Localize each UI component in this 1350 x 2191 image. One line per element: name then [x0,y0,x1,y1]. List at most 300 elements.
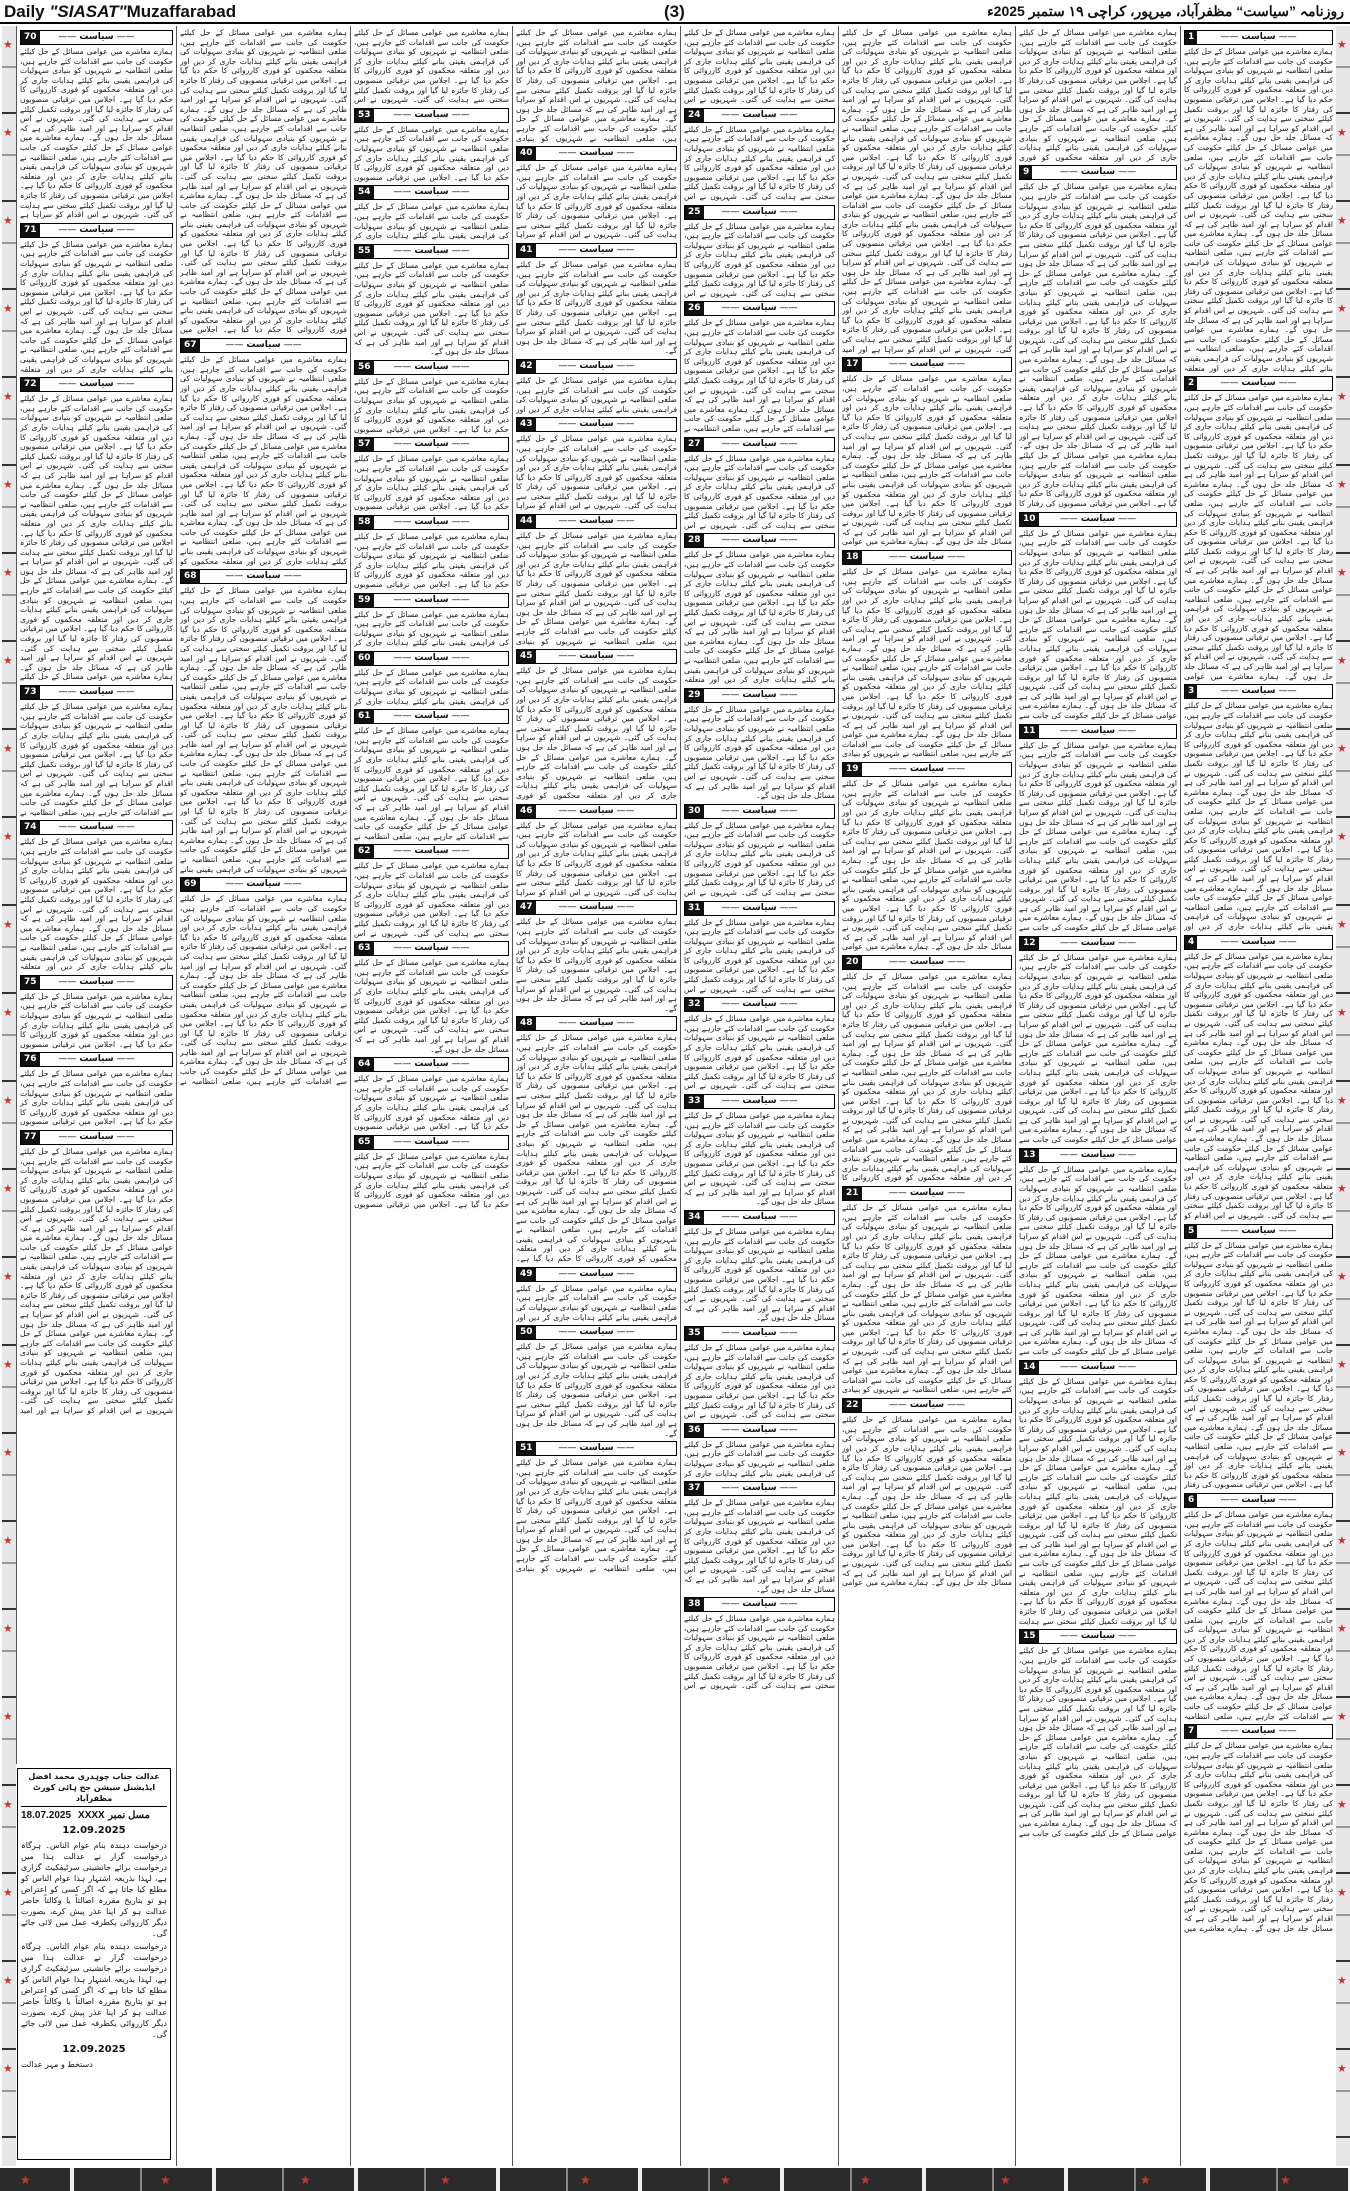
news-item-body: ہمارے معاشرے میں عوامی مسائل کے حل کیلئے حکومت کی جانب سے اقدامات کئے جارہے ہیں، ضلعی انتظامیہ نے شہریوں کو بنیادی سہولیات کی فراہمی یقینی بنانے کیلئے ہدایات جاری کر دیں اور متعلقہ محکموں کو فوری کارروائی کا حکم دیا گیا ہے۔ اجلاس میں ترقیاتی منصوبوں کی رفتار کا جائزہ لیا گیا اور بروقت تکمیل کیلئے سختی سے ہدایت کی گئی۔ شہریوں نے اس اقدام کو سراہا ہے اور امید ظاہر کی ہے کہ مسائل جلد حل ہوں گے۔ ہمارے معاشرے میں عوامی مسائل کے حل کیلئے حکومت کی جانب سے اقدامات کئے جارہے ہیں، ضلعی انتظامیہ نے شہریوں کو بنیادی سہولیات کی فراہمی یقینی بنانے کیلئے ہدایات جاری کر دیں اور متعلقہ محکموں کو فوری کارروائی کا حکم دیا گیا ہے۔ اجلاس میں ترقیاتی منصوبوں کی رفتار کا جائزہ لیا گیا اور بروقت تکمیل کیلئے سختی سے ہدایت کی گئی۔ شہریوں نے اس اقدام کو سراہا ہے اور امید ظاہر کی ہے کہ مسائل جلد حل ہوں گے۔ ہمارے معاشرے میں عوامی مسائل کے حل کیلئے حکومت کی جانب سے اقدامات کئے جارہے ہیں، ضلعی انتظامیہ نے شہریوں کو بنیادی سہولیات کی فراہمی یقینی بنانے کیلئے ہدایات جاری کر دیں اور متعلقہ محکموں کو فوری کارروائی کا حکم دیا گیا ہے۔ اجلاس میں ترقیاتی منصوبوں کی رفتار کا جائزہ لیا گیا اور بروقت تکمیل کیلئے سختی سے ہدایت کی گئی۔ شہریوں نے اس اقدام کو سراہا ہے اور امید ظاہر کی ہے کہ مسائل جلد حل ہوں گے۔ ہمارے معاشرے میں عوامی مسائل کے حل کیلئے حکومت کی جانب سے اقدامات کئے جارہے ہیں، ضلعی انتظامیہ نے شہریوں کو بنیادی سہولیات کی فراہمی یقینی بنانے کیلئے ہدایات جاری کر دیں اور متعلقہ محکموں کو فوری کارروائی کا حکم دیا گیا ہے۔ اجلاس میں ترقیاتی منصوبوں کی رفتار کا [1019,182,1177,508]
news-column-2 [1015,26,1180,2166]
news-item [20,377,173,682]
news-item-body: ہمارے معاشرے میں عوامی مسائل کے حل کیلئے حکومت کی جانب سے اقدامات کئے جارہے ہیں، ضلعی انتظامیہ نے شہریوں کو بنیادی سہولیات کی فراہمی یقینی بنانے کیلئے ہدایات جاری کر دیں اور متعلقہ محکموں کو فوری کارروائی کا حکم دیا گیا ہے۔ اجلاس میں ترقیاتی منصوبوں کی رفتار کا جائزہ لیا گیا اور بروقت تکمیل کیلئے سختی سے ہدایت کی گئی۔ شہریوں نے اس [354,861,509,938]
star-ornament-icon: ★ [1337,1886,1347,1899]
section-brand-label: —— سیاست —— [355,710,508,723]
section-brand-label: —— سیاست —— [517,1442,676,1455]
section-brand-label: —— سیاست —— [1020,725,1176,738]
news-item [516,146,677,240]
section-brand-label: —— سیاست —— [1020,513,1176,526]
news-item-number: 37 [685,1482,704,1495]
news-item-body: ہمارے معاشرے میں عوامی مسائل کے حل کیلئے حکومت کی جانب سے اقدامات کئے جارہے ہیں، ضلعی انتظامیہ نے شہریوں کو بنیادی سہولیات کی فراہمی یقینی بنانے کیلئے ہدایات جاری کر دیں اور متعلقہ محکموں کو فوری کارروائی کا حکم دیا گیا ہے۔ اجلاس میں ترقیاتی منصوبوں کی رفتار کا جائزہ لیا گیا اور بروقت تکمیل کیلئے سختی سے ہدایت کی گئی۔ شہریوں نے اس اقدام کو سراہا ہے اور امید ظاہر کی ہے کہ مسائل جلد حل ہوں گے۔ ہمارے معاشرے میں عوامی مسائل کے حل کیلئے حکومت کی جانب سے اقدامات کئے جارہے ہیں، ضلعی انتظامیہ نے شہریوں کو بنیادی سہولیات کی فراہمی یقینی بنانے کیلئے ہدایات جاری کر دیں اور متعلقہ محکموں کو فوری کارروائی کا حکم دیا گیا ہے۔ اجلاس میں ترقیاتی منصوبوں کی رفتار کا جائزہ لیا گیا اور بروقت تکمیل کیلئے سختی سے ہدایت کی گئی۔ شہریوں نے اس اقدام کو سراہا ہے اور امید ظاہر کی ہے کہ مسائل جلد حل ہوں گے۔ ہمارے معاشرے میں عوامی مسائل کے حل کیلئے حکومت کی جانب سے اقدامات کئے جارہے ہیں، ضلعی انتظامیہ نے شہریوں کو بنیادی سہولیات کی فراہمی یقینی بنانے کیلئے ہدایات جاری کر دیں اور متعلقہ محکموں کو فوری کارروائی کا حکم دیا گیا ہے۔ اجلاس میں ترقیاتی منصوبوں کی رفتار کا جائزہ لیا گیا اور بروقت تکمیل کیلئے سختی سے ہدایت کی گئی۔ شہریوں نے اس اقدام کو سراہا ہے اور امید ظاہر کی ہے کہ مسائل جلد حل ہوں گے۔ ہمارے معاشرے میں عوامی [1184,393,1333,681]
section-brand-label: —— سیاست —— [685,1482,834,1495]
news-item-header [516,804,677,819]
section-brand-label: —— سیاست —— [1020,937,1176,950]
news-item [684,688,835,801]
news-item-body: ہمارے معاشرے میں عوامی مسائل کے حل کیلئے حکومت کی جانب سے اقدامات کئے جارہے ہیں، ضلعی انتظامیہ نے شہریوں کو بنیادی سہولیات کی فراہمی یقینی بنانے کیلئے ہدایات جاری کر دیں اور متعلقہ محکموں کو فوری کارروائی کا حکم دیا گیا ہے۔ اجلاس میں ترقیاتی منصوبوں کی رفتار کا جائزہ لیا گیا اور بروقت تکمیل کیلئے سختی سے ہدایت کی گئی۔ شہریوں نے اس اقدام کو سراہا ہے اور امید ظاہر کی ہے کہ مسائل جلد حل ہوں گے۔ ہمارے معاشرے میں عوامی مسائل کے حل کیلئے حکومت کی جانب سے اقدامات کئے جارہے ہیں، ضلعی انتظامیہ نے شہریوں کو بنیادی سہولیات کی فراہمی یقینی بنانے کیلئے ہدایات جاری کر دیں اور متعلقہ محکموں کو فوری [1019,28,1177,162]
news-item-body: ہمارے معاشرے میں عوامی مسائل کے حل کیلئے حکومت کی جانب سے اقدامات کئے جارہے ہیں، ضلعی انتظامیہ نے شہریوں کو بنیادی سہولیات کی فراہمی یقینی بنانے کیلئے ہدایات جاری کر دیں اور متعلقہ محکموں کو فوری کارروائی کا حکم دیا گیا ہے۔ اجلاس میں ترقیاتی منصوبوں [354,376,509,434]
news-item-number: 49 [517,1268,536,1281]
news-item-number: 21 [843,1187,862,1200]
notice-body-continued: درخواست دہندہ بنام عوام الناس۔ ہرگاہ درخواست گزار نے عدالت ہذا میں درخواست برائے جانشینی سرٹیفکیٹ گزاری ہے، لہذا بذریعہ اشتہار ہذا عوام الناس کو مطلع کیا جاتا ہے کہ اگر کسی کو اعتراض ہو تو بتاریخ مقررہ اصالتاً یا وکالتاً حاضر عدالت ہو کر اپنا عذر پیش کرے، بصورت دیگر کارروائی یکطرفہ عمل میں لائی جائے گی۔ [21,1942,167,2039]
news-item [1019,165,1177,508]
section-brand-label: —— سیاست —— [1185,1725,1332,1738]
page-number: (3) [664,2,685,21]
news-item [20,1052,173,1127]
news-item-header [1184,376,1333,391]
news-item-body: ہمارے معاشرے میں عوامی مسائل کے حل کیلئے حکومت کی جانب سے اقدامات کئے جارہے ہیں، ضلعی انتظامیہ نے شہریوں کو بنیادی سہولیات کی فراہمی یقینی بنانے کیلئے ہدایات جاری کر دیں اور متعلقہ محکموں کو فوری کارروائی کا حکم دیا گیا ہے۔ اجلاس میں ترقیاتی منصوبوں کی رفتار کا جائزہ لیا گیا اور بروقت تکمیل کیلئے سختی سے ہدایت کی گئی۔ شہریوں نے اس [684,820,835,897]
news-item-number: 36 [685,1424,704,1437]
news-item-number: 62 [355,845,374,858]
news-item-header [516,514,677,529]
news-item [354,1057,509,1132]
star-ornament-icon: ★ [300,2173,311,2187]
star-ornament-icon: ★ [1337,214,1347,227]
news-item-body: ہمارے معاشرے میں عوامی مسائل کے حل کیلئے حکومت کی جانب سے اقدامات کئے جارہے ہیں، ضلعی انتظامیہ نے شہریوں کو بنیادی سہولیات کی فراہمی یقینی بنانے کیلئے ہدایات جاری کر دیں اور متعلقہ محکموں کو فوری کارروائی کا حکم دیا گیا ہے۔ اجلاس میں ترقیاتی منصوبوں کی رفتار کا جائزہ لیا گیا اور بروقت تکمیل کیلئے سختی سے ہدایت کی گئی۔ شہریوں نے اس اقدام کو سراہا ہے اور امید ظاہر کی ہے کہ مسائل جلد حل ہوں گے۔ ہمارے معاشرے میں عوامی مسائل کے حل کیلئے حکومت کی جانب سے اقدامات کئے جارہے ہیں، ضلعی انتظامیہ نے شہریوں کو بنیادی سہولیات کی فراہمی یقینی بنانے کیلئے ہدایات جاری کر دیں اور متعلقہ محکموں کو فوری کارروائی کا حکم دیا گیا ہے۔ اجلاس میں ترقیاتی منصوبوں کی رفتار کا جائزہ لیا گیا اور بروقت تکمیل کیلئے سختی سے ہدایت کی گئی۔ شہریوں نے اس اقدام کو سراہا ہے اور امید ظاہر کی ہے کہ مسائل جلد حل ہوں گے۔ ہمارے معاشرے میں عوامی مسائل کے حل کیلئے حکومت کی جانب سے اقدامات کئے جارہے ہیں، ضلعی انتظامیہ نے شہریوں کو بنیادی سہولیات کی فراہمی یقینی بنانے کیلئے ہدایات جاری کر دیں اور متعلقہ محکموں کو فوری کارروائی کا حکم دیا گیا ہے۔ اجلاس میں ترقیاتی منصوبوں کی رفتار کا جائزہ لیا گیا اور بروقت تکمیل کیلئے سختی سے ہدایت کی گئی۔ شہریوں نے اس اقدام کو [1184,951,1333,1220]
star-ornament-icon: ★ [1000,2173,1011,2187]
news-item-header [354,515,509,530]
star-ornament-icon: ★ [1337,1006,1347,1019]
news-item-header [354,360,509,375]
news-item-body: ہمارے معاشرے میں عوامی مسائل کے حل کیلئے حکومت کی جانب سے اقدامات کئے جارہے ہیں، ضلعی انتظامیہ نے شہریوں کو بنیادی سہولیات کی فراہمی یقینی بنانے کیلئے ہدایات جاری کر دیں اور متعلقہ محکموں کو فوری کارروائی کا حکم دیا گیا ہے۔ اجلاس میں ترقیاتی منصوبوں کی رفتار کا جائزہ لیا گیا اور بروقت تکمیل کیلئے سختی سے ہدایت کی گئی۔ شہریوں نے اس اقدام کو سراہا ہے اور امید ظاہر کی ہے کہ مسائل جلد حل ہوں گے۔ [516,1342,677,1438]
star-ornament-icon: ★ [1337,1622,1347,1635]
news-item [1184,935,1333,1221]
star-ornament-icon: ★ [3,1182,13,1195]
news-item [1019,512,1177,721]
news-item-number: 18 [843,551,862,564]
news-item-body: ہمارے معاشرے میں عوامی مسائل کے حل کیلئے حکومت کی جانب سے اقدامات کئے جارہے ہیں، ضلعی انتظامیہ نے شہریوں کو بنیادی سہولیات کی فراہمی یقینی بنانے کیلئے ہدایات جاری کر دیں اور متعلقہ محکموں کو فوری کارروائی کا حکم دیا گیا ہے۔ اجلاس میں ترقیاتی منصوبوں کی رفتار کا جائزہ لیا گیا اور بروقت تکمیل کیلئے سختی سے ہدایت کی گئی۔ شہریوں نے اس اقدام کو سراہا [516,434,677,511]
section-brand-label: —— سیاست —— [355,438,508,451]
news-item-body: ہمارے معاشرے میں عوامی مسائل کے حل کیلئے حکومت کی جانب سے اقدامات کئے جارہے ہیں، ضلعی انتظامیہ نے شہریوں کو بنیادی سہولیات کی فراہمی یقینی بنانے کیلئے ہدایات جاری کر دیں اور متعلقہ محکموں کو فوری کارروائی کا حکم دیا گیا ہے۔ اجلاس میں ترقیاتی منصوبوں کی رفتار کا جائزہ لیا گیا اور بروقت تکمیل کیلئے سختی سے ہدایت کی گئی۔ شہریوں نے اس اقدام کو سراہا ہے اور امید ظاہر کی ہے کہ مسائل جلد حل ہوں گے۔ ہمارے معاشرے میں عوامی مسائل کے حل کیلئے حکومت کی جانب سے اقدامات کئے جارہے ہیں، ضلعی انتظامیہ نے شہریوں کو بنیادی سہولیات کی فراہمی یقینی بنانے کیلئے ہدایات جاری کر دیں اور متعلقہ محکموں کو فوری کارروائی کا حکم دیا گیا ہے۔ اجلاس میں ترقیاتی منصوبوں کی رفتار کا جائزہ لیا گیا اور بروقت تکمیل کیلئے سختی سے ہدایت کی گئی۔ شہریوں نے اس اقدام کو سراہا ہے اور امید ظاہر کی ہے کہ مسائل جلد حل ہوں گے۔ ہمارے معاشرے میں عوامی مسائل کے حل کیلئے حکومت کی جانب سے [1019,1646,1177,1838]
news-item-header [842,955,1012,970]
section-brand-label: —— سیاست —— [685,1327,834,1340]
star-ornament-icon: ★ [3,830,13,843]
news-item-header [684,1094,835,1109]
news-column-5 [512,26,680,2166]
masthead-english-title: Daily "SIASAT"Muzaffarabad [4,2,237,21]
news-item-body: ہمارے معاشرے میں عوامی مسائل کے حل کیلئے حکومت کی جانب سے اقدامات کئے جارہے ہیں، ضلعی انتظامیہ نے شہریوں کو بنیادی سہولیات کی فراہمی یقینی بنانے کیلئے ہدایات جاری کر [354,667,509,706]
section-brand-label: —— سیاست —— [517,805,676,818]
news-item-number: 59 [355,594,374,607]
news-item-number: 30 [685,805,704,818]
news-item-body: ہمارے معاشرے میں عوامی مسائل کے حل کیلئے حکومت کی جانب سے اقدامات کئے جارہے ہیں، ضلعی انتظامیہ نے شہریوں کو بنیادی سہولیات کی فراہمی یقینی بنانے کیلئے ہدایات جاری کر دیں اور متعلقہ محکموں کو فوری کارروائی کا حکم دیا گیا ہے۔ اجلاس میں ترقیاتی منصوبوں کی رفتار کا جائزہ لیا گیا اور بروقت تکمیل کیلئے سختی سے ہدایت کی گئی۔ شہریوں نے اس اقدام کو سراہا ہے اور امید ظاہر کی ہے کہ مسائل جلد حل ہوں گے۔ ہمارے معاشرے میں عوامی مسائل کے حل کیلئے حکومت کی جانب سے اقدامات کئے جارہے ہیں، ضلعی انتظامیہ نے [684,318,835,433]
news-item-number: 65 [355,1136,374,1149]
notice-hearing-date: 12.09.2025 [62,1825,126,1836]
news-item [516,1441,677,1573]
news-item-number: 71 [21,224,40,237]
section-brand-label: —— سیاست —— [1020,166,1176,179]
news-item-body: ہمارے معاشرے میں عوامی مسائل کے حل کیلئے حکومت کی جانب سے اقدامات کئے جارہے ہیں، ضلعی انتظامیہ نے شہریوں کو بنیادی سہولیات کی فراہمی یقینی بنانے کیلئے ہدایات جاری کر دیں اور متعلقہ محکموں کو فوری کارروائی کا حکم دیا گیا ہے۔ اجلاس میں ترقیاتی منصوبوں کی رفتار کا جائزہ لیا گیا اور بروقت تکمیل کیلئے سختی سے ہدایت کی گئی۔ شہریوں نے اس اقدام کو سراہا ہے اور امید ظاہر کی ہے کہ مسائل جلد حل ہوں گے۔ ہمارے معاشرے میں عوامی مسائل کے حل کیلئے حکومت کی جانب سے اقدامات کئے جارہے ہیں، ضلعی انتظامیہ نے شہریوں کو بنیادی سہولیات کی فراہمی یقینی بنانے کیلئے ہدایات جاری کر دیں اور متعلقہ محکموں کو فوری کارروائی کا حکم دیا گیا ہے۔ اجلاس میں ترقیاتی منصوبوں کی رفتار کا جائزہ لیا گیا اور بروقت تکمیل کیلئے سختی سے ہدایت کی گئی۔ شہریوں نے اس اقدام کو سراہا ہے اور امید ظاہر کی ہے کہ مسائل جلد حل ہوں گے۔ ہمارے معاشرے میں عوامی مسائل کے حل کیلئے حکومت کی جانب سے [1019,528,1177,721]
news-item [1184,684,1333,931]
news-item-header [684,1210,835,1225]
news-column-1 [1180,26,1336,2166]
news-item-body: ہمارے معاشرے میں عوامی مسائل کے حل کیلئے حکومت کی جانب سے اقدامات کئے جارہے ہیں، ضلعی انتظامیہ نے شہریوں کو بنیادی سہولیات کی فراہمی یقینی بنانے کیلئے ہدایات جاری کر دیں اور متعلقہ محکموں کو فوری کارروائی کا حکم دیا گیا ہے۔ اجلاس میں ترقیاتی منصوبوں کی رفتار کا جائزہ لیا گیا اور بروقت تکمیل کیلئے سختی سے ہدایت کی گئی۔ شہریوں نے اس اقدام کو سراہا ہے اور امید ظاہر کی ہے کہ مسائل جلد حل ہوں گے۔ [684,1111,835,1207]
section-brand-label: —— سیاست —— [355,361,508,374]
news-item-body: ہمارے معاشرے میں عوامی مسائل کے حل کیلئے حکومت کی جانب سے اقدامات کئے جارہے ہیں، ضلعی انتظامیہ نے شہریوں کو بنیادی سہولیات کی فراہمی یقینی بنانے کیلئے ہدایات جاری کر دیں اور متعلقہ محکموں کو فوری کارروائی کا حکم دیا گیا ہے۔ اجلاس میں ترقیاتی منصوبوں کی رفتار کا جائزہ لیا گیا اور بروقت تکمیل کیلئے سختی سے ہدایت کی گئی۔ شہریوں نے اس [684,1014,835,1091]
star-ornament-icon: ★ [1140,2173,1151,2187]
news-item-body: ہمارے معاشرے میں عوامی مسائل کے حل کیلئے حکومت کی جانب سے اقدامات کئے جارہے ہیں، ضلعی انتظامیہ نے شہریوں کو بنیادی سہولیات کی فراہمی یقینی بنانے کیلئے ہدایات جاری کر دیں اور متعلقہ محکموں کو فوری کارروائی کا حکم دیا گیا ہے۔ اجلاس میں ترقیاتی منصوبوں کی رفتار کا جائزہ لیا گیا اور بروقت تکمیل کیلئے سختی سے ہدایت کی گئی۔ شہریوں نے اس [684,28,835,105]
news-item-number: 33 [685,1095,704,1108]
news-item-number: 45 [517,650,536,663]
news-item-number: 11 [1020,725,1039,738]
news-item-body: ہمارے معاشرے میں عوامی مسائل کے حل کیلئے حکومت کی جانب سے اقدامات کئے جارہے ہیں، ضلعی انتظامیہ نے شہریوں کو بنیادی سہولیات کی فراہمی یقینی بنانے کیلئے ہدایات جاری کر دیں اور متعلقہ محکموں کو فوری کارروائی کا حکم دیا گیا ہے۔ اجلاس میں ترقیاتی منصوبوں کی رفتار کا جائزہ لیا گیا اور بروقت تکمیل کیلئے سختی سے ہدایت کی گئی۔ شہریوں نے اس اقدام کو سراہا ہے اور امید ظاہر کی ہے کہ مسائل جلد حل ہوں گے۔ ہمارے معاشرے میں عوامی مسائل کے حل کیلئے حکومت کی جانب سے اقدامات کئے جارہے ہیں، ضلعی انتظامیہ نے شہریوں کو بنیادی سہولیات کی فراہمی یقینی بنانے کیلئے ہدایات جاری کر دیں اور متعلقہ محکموں کو فوری کارروائی کا حکم دیا گیا ہے۔ اجلاس میں ترقیاتی منصوبوں کی رفتار کا جائزہ لیا گیا اور بروقت تکمیل کیلئے سختی سے ہدایت کی گئی۔ شہریوں نے اس اقدام کو سراہا ہے اور امید ظاہر کی ہے کہ مسائل جلد حل ہوں گے۔ ہمارے معاشرے میں عوامی مسائل کے حل کیلئے حکومت کی جانب سے اقدامات کئے جارہے ہیں، ضلعی انتظامیہ نے شہریوں کو بنیادی سہولیات کی فراہمی یقینی بنانے کیلئے ہدایات جاری کر دیں اور متعلقہ محکموں کو فوری کارروائی کا [842,971,1012,1183]
news-item-header [1019,1629,1177,1644]
star-ornament-icon: ★ [3,918,13,931]
star-ornament-icon: ★ [3,1094,13,1107]
news-item-number: 22 [843,1399,862,1412]
news-item [842,28,1012,354]
news-item-header [1019,724,1177,739]
star-ornament-icon: ★ [3,654,13,667]
news-item-body: ہمارے معاشرے میں عوامی مسائل کے حل کیلئے حکومت کی جانب سے اقدامات کئے جارہے ہیں، ضلعی انتظامیہ نے شہریوں کو بنیادی سہولیات کی فراہمی یقینی بنانے کیلئے ہدایات جاری کر دیں اور متعلقہ محکموں کو فوری کارروائی کا حکم دیا گیا ہے۔ اجلاس میں ترقیاتی منصوبوں کی رفتار کا جائزہ لیا گیا اور بروقت تکمیل کیلئے سختی سے ہدایت کی گئی۔ شہریوں نے اس اقدام کو سراہا ہے اور امید ظاہر کی ہے کہ مسائل جلد حل ہوں گے۔ ہمارے معاشرے میں عوامی مسائل کے حل کیلئے حکومت کی جانب سے اقدامات کئے جارہے ہیں، ضلعی انتظامیہ نے شہریوں کو بنیادی سہولیات کی فراہمی یقینی بنانے کیلئے ہدایات جاری کر دیں اور متعلقہ محکموں کو فوری کارروائی کا حکم دیا گیا ہے۔ اجلاس میں ترقیاتی منصوبوں کی رفتار کا جائزہ لیا گیا اور بروقت تکمیل کیلئے سختی سے ہدایت کی گئی۔ شہریوں نے اس اقدام کو سراہا ہے اور امید ظاہر کی ہے کہ مسائل جلد حل ہوں گے۔ ہمارے معاشرے میں [1184,1741,1333,1933]
section-brand-label: —— سیاست —— [355,942,508,955]
section-brand-label: —— سیاست —— [355,594,508,607]
news-item-header [684,533,835,548]
news-item-body: ہمارے معاشرے میں عوامی مسائل کے حل کیلئے حکومت کی جانب سے اقدامات کئے جارہے ہیں، ضلعی انتظامیہ نے شہریوں کو بنیادی سہولیات کی فراہمی یقینی بنانے کیلئے ہدایات جاری کر دیں اور [516,375,677,414]
news-item-number: 67 [181,339,200,352]
star-ornament-icon: ★ [3,1974,13,1987]
news-item-number: 17 [843,358,862,371]
star-ornament-icon: ★ [1337,1094,1347,1107]
court-notice [17,1768,171,2160]
news-item [354,360,509,435]
news-item-body: ہمارے معاشرے میں عوامی مسائل کے حل کیلئے حکومت کی جانب سے اقدامات کئے جارہے ہیں، ضلعی انتظامیہ نے شہریوں کو بنیادی سہولیات کی فراہمی یقینی بنانے کیلئے ہدایات جاری کر دیں اور متعلقہ محکموں کو فوری کارروائی کا حکم دیا گیا ہے۔ اجلاس میں ترقیاتی منصوبوں کی رفتار کا جائزہ لیا گیا اور بروقت تکمیل کیلئے سختی سے ہدایت کی گئی۔ شہریوں نے اس اقدام کو سراہا ہے اور امید ظاہر کی ہے کہ مسائل جلد حل ہوں گے۔ ہمارے معاشرے میں عوامی مسائل کے حل کیلئے حکومت کی جانب سے اقدامات کئے جارہے ہیں، ضلعی انتظامیہ نے شہریوں کو بنیادی سہولیات کی فراہمی یقینی بنانے کیلئے ہدایات جاری کر دیں اور متعلقہ محکموں کو فوری کارروائی کا حکم دیا گیا ہے۔ اجلاس میں ترقیاتی منصوبوں کی رفتار کا جائزہ لیا گیا اور بروقت تکمیل کیلئے سختی سے ہدایت کی گئی۔ شہریوں نے اس اقدام کو سراہا ہے اور امید ظاہر کی ہے کہ مسائل جلد حل ہوں گے۔ ہمارے معاشرے میں عوامی مسائل کے حل کیلئے حکومت کی جانب سے [1019,740,1177,933]
news-column-6 [350,26,512,2166]
news-item-body: ہمارے معاشرے میں عوامی مسائل کے حل کیلئے حکومت کی جانب سے اقدامات کئے جارہے ہیں، ضلعی انتظامیہ نے شہریوں کو بنیادی سہولیات کی فراہمی یقینی بنانے کیلئے ہدایات جاری کر دیں اور متعلقہ محکموں کو فوری کارروائی کا حکم دیا گیا ہے۔ اجلاس میں ترقیاتی منصوبوں کی رفتار کا جائزہ لیا گیا اور بروقت تکمیل کیلئے سختی سے ہدایت کی گئی۔ شہریوں نے اس اقدام کو سراہا ہے اور امید ظاہر کی ہے کہ مسائل جلد حل ہوں گے۔ ہمارے معاشرے میں عوامی مسائل کے حل کیلئے حکومت کی جانب سے اقدامات کئے جارہے ہیں، ضلعی انتظامیہ نے شہریوں کو بنیادی سہولیات کی فراہمی یقینی بنانے کیلئے ہدایات جاری کر دیں اور متعلقہ محکموں کو فوری کارروائی کا حکم دیا گیا ہے۔ اجلاس میں ترقیاتی منصوبوں کی رفتار کا جائزہ لیا گیا اور بروقت تکمیل کیلئے سختی سے ہدایت کی گئی۔ شہریوں نے اس اقدام کو سراہا ہے اور امید ظاہر کی ہے کہ مسائل جلد حل ہوں گے۔ ہمارے معاشرے میں عوامی [842,374,1012,547]
news-item [354,28,509,105]
news-item [842,357,1012,547]
news-item [1184,30,1333,373]
news-item-header [684,1481,835,1496]
section-brand-label: —— سیاست —— [1185,936,1332,949]
news-item [1019,1360,1177,1627]
news-item-number: 29 [685,689,704,702]
news-item-body: ہمارے معاشرے میں عوامی مسائل کے حل کیلئے حکومت کی جانب سے اقدامات کئے جارہے ہیں، ضلعی انتظامیہ نے شہریوں کو بنیادی سہولیات کی فراہمی یقینی بنانے کیلئے ہدایات جاری کر دیں اور متعلقہ محکموں کو فوری کارروائی کا حکم دیا گیا ہے۔ اجلاس میں ترقیاتی منصوبوں کی رفتار کا جائزہ لیا گیا اور بروقت تکمیل کیلئے سختی سے ہدایت کی گئی۔ شہریوں نے اس اقدام کو سراہا ہے اور امید ظاہر کی ہے کہ مسائل جلد حل ہوں گے۔ ہمارے معاشرے میں عوامی مسائل کے حل کیلئے حکومت کی جانب سے اقدامات کئے جارہے ہیں، ضلعی انتظامیہ نے شہریوں کو بنیادی سہولیات کی فراہمی یقینی بنانے کیلئے ہدایات جاری کر دیں اور متعلقہ [684,550,835,685]
news-item [180,877,347,1086]
news-item-body: ہمارے معاشرے میں عوامی مسائل کے حل کیلئے حکومت کی جانب سے اقدامات کئے جارہے ہیں، ضلعی انتظامیہ نے شہریوں کو بنیادی سہولیات کی فراہمی یقینی بنانے کیلئے ہدایات جاری کر دیں اور متعلقہ محکموں کو فوری کارروائی کا حکم دیا گیا ہے۔ اجلاس میں ترقیاتی منصوبوں کی رفتار کا جائزہ لیا گیا اور بروقت تکمیل کیلئے سختی سے ہدایت کی گئی۔ شہریوں نے اس اقدام کو سراہا ہے اور امید ظاہر کی ہے کہ مسائل جلد حل ہوں گے۔ ہمارے معاشرے میں عوامی مسائل کے حل کیلئے حکومت کی جانب سے اقدامات کئے جارہے ہیں، ضلعی انتظامیہ نے شہریوں کو بنیادی سہولیات کی فراہمی یقینی بنانے کیلئے ہدایات جاری کر دیں اور متعلقہ [20,239,173,374]
news-item-number: 63 [355,942,374,955]
news-item-number: 53 [355,109,374,122]
news-item-number: 13 [1020,1149,1039,1162]
news-item [1019,936,1177,1145]
news-item [684,1326,835,1420]
news-item-body: ہمارے معاشرے میں عوامی مسائل کے حل کیلئے حکومت کی جانب سے اقدامات کئے جارہے ہیں، ضلعی انتظامیہ نے شہریوں کو بنیادی سہولیات کی فراہمی یقینی بنانے کیلئے ہدایات جاری کر دیں اور متعلقہ محکموں کو فوری کارروائی کا حکم دیا گیا ہے۔ اجلاس میں ترقیاتی منصوبوں کی رفتار کا جائزہ لیا گیا اور بروقت تکمیل کیلئے سختی سے ہدایت کی گئی۔ شہریوں نے اس اقدام کو سراہا ہے اور امید ظاہر کی ہے کہ مسائل جلد حل ہوں گے۔ ہمارے معاشرے میں عوامی مسائل کے حل کیلئے حکومت کی جانب سے اقدامات کئے جارہے ہیں، ضلعی انتظامیہ نے شہریوں کو بنیادی سہولیات کی فراہمی یقینی بنانے کیلئے ہدایات جاری کر دیں اور متعلقہ محکموں کو فوری کارروائی کا حکم دیا گیا ہے۔ اجلاس میں ترقیاتی منصوبوں کی رفتار کا جائزہ لیا گیا اور بروقت تکمیل کیلئے سختی سے ہدایت کی گئی۔ شہریوں نے اس اقدام کو سراہا ہے اور امید ظاہر کی ہے کہ مسائل جلد حل ہوں گے۔ ہمارے معاشرے میں عوامی مسائل کے حل کیلئے حکومت کی جانب سے اقدامات کئے جارہے ہیں، ضلعی انتظامیہ نے شہریوں کو بنیادی سہولیات کی فراہمی یقینی بنانے کیلئے ہدایات جاری کر دیں اور متعلقہ محکموں کو فوری کارروائی کا حکم دیا گیا ہے۔ اجلاس میں ترقیاتی منصوبوں کی رفتار کا جائزہ لیا گیا اور بروقت تکمیل کیلئے سختی سے ہدایت [1019,1376,1177,1626]
news-item-number: 6 [1185,1494,1197,1507]
section-brand-label: —— سیاست —— [1185,1225,1332,1238]
news-item-body: ہمارے معاشرے میں عوامی مسائل کے حل کیلئے حکومت کی جانب سے اقدامات کئے جارہے ہیں، ضلعی انتظامیہ نے شہریوں کو بنیادی سہولیات کی فراہمی یقینی بنانے کیلئے ہدایات جاری کر دیں اور [516,1283,677,1322]
news-item-body: ہمارے معاشرے میں عوامی مسائل کے حل کیلئے حکومت کی جانب سے اقدامات کئے جارہے ہیں، ضلعی انتظامیہ نے شہریوں کو بنیادی سہولیات کی فراہمی یقینی بنانے کیلئے ہدایات جاری کر دیں اور متعلقہ محکموں کو فوری کارروائی کا حکم دیا گیا ہے۔ اجلاس میں ترقیاتی منصوبوں [20,1069,173,1127]
news-item [516,243,677,356]
news-item-number: 47 [517,901,536,914]
star-ornament-icon: ★ [1337,1358,1347,1371]
star-ornament-icon: ★ [1337,566,1347,579]
news-item-body: ہمارے معاشرے میں عوامی مسائل کے حل کیلئے حکومت کی جانب سے اقدامات کئے جارہے ہیں، ضلعی انتظامیہ نے شہریوں کو بنیادی سہولیات کی فراہمی یقینی بنانے کیلئے ہدایات جاری کر دیں اور متعلقہ محکموں کو فوری کارروائی کا حکم دیا گیا ہے۔ اجلاس میں ترقیاتی منصوبوں کی رفتار کا جائزہ لیا گیا اور بروقت تکمیل کیلئے سختی سے ہدایت کی گئی۔ شہریوں نے اس اقدام کو سراہا ہے اور امید ظاہر کی ہے کہ مسائل جلد حل ہوں گے۔ ہمارے معاشرے میں عوامی مسائل کے حل کیلئے حکومت کی جانب سے اقدامات کئے جارہے ہیں، ضلعی انتظامیہ نے شہریوں کو بنیادی سہولیات کی فراہمی یقینی بنانے کیلئے ہدایات جاری کر دیں اور متعلقہ محکموں کو فوری کارروائی کا حکم دیا گیا ہے۔ اجلاس میں ترقیاتی منصوبوں کی رفتار کا جائزہ لیا گیا اور بروقت تکمیل کیلئے سختی سے ہدایت کی گئی۔ شہریوں نے اس اقدام کو سراہا ہے اور امید ظاہر کی ہے کہ مسائل جلد حل ہوں گے۔ ہمارے معاشرے میں عوامی مسائل کے حل کیلئے حکومت کی جانب سے اقدامات کئے جارہے ہیں، ضلعی انتظامیہ نے شہریوں کو بنیادی سہولیات کی فراہمی یقینی بنانے کیلئے ہدایات جاری کر دیں اور متعلقہ محکموں کو فوری کارروائی کا حکم دیا گیا ہے۔ اجلاس میں ترقیاتی منصوبوں کی رفتار کا جائزہ لیا گیا اور بروقت تکمیل کیلئے سختی سے ہدایت کی گئی۔ شہریوں نے اس اقدام کو سراہا ہے اور امید ظاہر کی ہے کہ مسائل جلد حل ہوں گے۔ ہمارے معاشرے میں عوامی مسائل کے حل کیلئے حکومت کی جانب سے اقدامات کئے جارہے ہیں، ضلعی انتظامیہ نے شہریوں کو بنیادی سہولیات کی فراہمی یقینی بنانے کیلئے ہدایات جاری کر دیں اور متعلقہ محکموں کو فوری کارروائی کا حکم دیا گیا ہے۔ اجلاس میں [180,28,347,335]
news-item [684,1423,835,1478]
news-item-header [1184,935,1333,950]
news-item-header [180,877,347,892]
news-item-header [180,569,347,584]
news-item-body: ہمارے معاشرے میں عوامی مسائل کے حل کیلئے حکومت کی جانب سے اقدامات کئے جارہے ہیں، ضلعی انتظامیہ نے شہریوں کو بنیادی سہولیات کی فراہمی یقینی بنانے کیلئے ہدایات جاری کر دیں اور متعلقہ محکموں کو فوری کارروائی کا حکم دیا گیا ہے۔ اجلاس میں ترقیاتی منصوبوں کی رفتار کا جائزہ لیا گیا اور بروقت تکمیل کیلئے سختی سے ہدایت کی گئی۔ شہریوں نے اس اقدام کو سراہا ہے اور امید ظاہر کی ہے کہ مسائل جلد حل ہوں گے۔ [684,1498,835,1594]
news-item-number: 60 [355,652,374,665]
news-item-body: ہمارے معاشرے میں عوامی مسائل کے حل کیلئے حکومت کی جانب سے اقدامات کئے جارہے ہیں، ضلعی انتظامیہ نے شہریوں کو بنیادی سہولیات کی فراہمی یقینی بنانے کیلئے ہدایات جاری کر دیں اور متعلقہ محکموں کو فوری کارروائی کا حکم دیا گیا ہے۔ اجلاس میں ترقیاتی منصوبوں کی رفتار کا جائزہ لیا گیا اور بروقت تکمیل کیلئے سختی سے ہدایت کی گئی۔ شہریوں نے اس اقدام کو سراہا ہے اور امید ظاہر کی ہے کہ مسائل جلد حل ہوں گے۔ ہمارے معاشرے میں عوامی مسائل کے حل کیلئے حکومت کی جانب سے اقدامات کئے جارہے ہیں، ضلعی انتظامیہ نے شہریوں کو بنیادی سہولیات کی فراہمی یقینی بنانے کیلئے ہدایات جاری کر دیں اور متعلقہ محکموں کو فوری کارروائی کا حکم دیا گیا ہے۔ اجلاس میں ترقیاتی منصوبوں کی رفتار کا جائزہ لیا گیا اور بروقت تکمیل کیلئے سختی سے ہدایت کی گئی۔ شہریوں نے اس اقدام کو سراہا ہے اور امید ظاہر کی ہے کہ مسائل جلد حل ہوں گے۔ ہمارے معاشرے میں عوامی مسائل کے حل کیلئے حکومت کی جانب سے اقدامات کئے جارہے ہیں، ضلعی انتظامیہ نے شہریوں کو بنیادی سہولیات کی فراہمی یقینی بنانے کیلئے ہدایات جاری کر دیں اور [1184,701,1333,932]
news-column-3 [838,26,1015,2166]
news-item-header [842,550,1012,565]
news-item [516,514,677,646]
news-item [516,804,677,898]
news-item-number: 74 [21,821,40,834]
news-item [354,515,509,590]
news-item [684,205,835,299]
section-brand-label: —— سیاست —— [181,570,346,583]
news-item-header [516,900,677,915]
star-ornament-icon: ★ [3,742,13,755]
notice-case-row [21,1810,167,1821]
section-brand-label: —— سیاست —— [517,244,676,257]
star-ornament-icon: ★ [3,390,13,403]
notice-case-no: XXXX [78,1810,105,1821]
notice-body: درخواست دہندہ بنام عوام الناس۔ ہرگاہ درخواست گزار نے عدالت ہذا میں درخواست برائے جانشینی سرٹیفکیٹ گزاری ہے، لہذا بذریعہ اشتہار ہذا عوام الناس کو مطلع کیا جاتا ہے کہ اگر کسی کو اعتراض ہو تو بتاریخ مقررہ اصالتاً یا وکالتاً حاضر عدالت ہو کر اپنا عذر پیش کرے، بصورت دیگر کارروائی یکطرفہ عمل میں لائی جائے گی۔ [21,1841,167,1938]
news-item-header [1184,30,1333,45]
news-item [684,1210,835,1323]
news-item-body: ہمارے معاشرے میں عوامی مسائل کے حل کیلئے حکومت کی جانب سے اقدامات کئے جارہے ہیں، ضلعی انتظامیہ نے شہریوں کو بنیادی سہولیات کی فراہمی یقینی بنانے کیلئے ہدایات جاری کر دیں اور متعلقہ محکموں کو فوری کارروائی کا حکم دیا گیا ہے۔ اجلاس میں ترقیاتی منصوبوں کی رفتار کا جائزہ لیا گیا اور بروقت تکمیل کیلئے سختی سے ہدایت کی گئی۔ شہریوں نے اس اقدام کو سراہا ہے اور امید ظاہر کی ہے کہ مسائل جلد حل ہوں گے۔ ہمارے معاشرے میں عوامی مسائل کے حل کیلئے حکومت کی جانب سے اقدامات کئے جارہے ہیں، ضلعی انتظامیہ نے [354,726,509,841]
news-column-4 [680,26,838,2166]
news-item-number: 72 [21,378,40,391]
news-item-header [842,357,1012,372]
news-item-body: ہمارے معاشرے میں عوامی مسائل کے حل کیلئے حکومت کی جانب سے اقدامات کئے جارہے ہیں، ضلعی انتظامیہ نے شہریوں کو بنیادی سہولیات کی فراہمی یقینی بنانے کیلئے ہدایات جاری کر دیں اور متعلقہ محکموں کو فوری کارروائی کا حکم دیا گیا ہے۔ اجلاس میں ترقیاتی منصوبوں کی رفتار کا جائزہ لیا گیا اور بروقت تکمیل کیلئے سختی سے ہدایت کی گئی۔ شہریوں نے اس اقدام کو سراہا ہے اور امید ظاہر کی ہے کہ مسائل جلد حل ہوں گے۔ ہمارے معاشرے میں عوامی مسائل کے حل کیلئے حکومت کی جانب سے اقدامات کئے جارہے ہیں، ضلعی انتظامیہ نے شہریوں کو بنیادی سہولیات کی فراہمی یقینی بنانے کیلئے ہدایات جاری کر دیں اور متعلقہ محکموں کو فوری کارروائی کا حکم دیا گیا ہے۔ اجلاس میں ترقیاتی منصوبوں کی رفتار کا جائزہ لیا گیا اور بروقت تکمیل کیلئے سختی سے ہدایت کی گئی۔ شہریوں نے اس اقدام کو سراہا ہے اور امید ظاہر کی ہے کہ مسائل جلد حل ہوں گے۔ ہمارے معاشرے میں عوامی [842,779,1012,952]
news-item-body: ہمارے معاشرے میں عوامی مسائل کے حل کیلئے حکومت کی جانب سے اقدامات کئے جارہے ہیں، ضلعی انتظامیہ نے شہریوں کو بنیادی سہولیات کی فراہمی یقینی بنانے کیلئے ہدایات جاری کر دیں اور متعلقہ محکموں کو فوری کارروائی کا حکم دیا گیا ہے۔ اجلاس میں ترقیاتی منصوبوں کی رفتار کا جائزہ لیا گیا اور بروقت تکمیل کیلئے سختی سے ہدایت کی گئی۔ شہریوں نے اس اقدام کو سراہا [516,820,677,897]
star-ornament-icon: ★ [160,2173,171,2187]
section-brand-label: —— سیاست —— [21,1053,172,1066]
section-brand-label: —— سیاست —— [1185,377,1332,390]
star-ornament-icon: ★ [3,566,13,579]
news-item-header [20,377,173,392]
news-item-header [684,901,835,916]
news-item-number: 57 [355,438,374,451]
news-item-body: ہمارے معاشرے میں عوامی مسائل کے حل کیلئے حکومت کی جانب سے اقدامات کئے جارہے ہیں، ضلعی انتظامیہ نے شہریوں کو بنیادی سہولیات کی فراہمی یقینی بنانے کیلئے ہدایات جاری کر دیں اور متعلقہ محکموں کو فوری کارروائی کا حکم دیا گیا ہے۔ اجلاس میں ترقیاتی منصوبوں کی رفتار کا جائزہ لیا گیا اور بروقت تکمیل کیلئے سختی سے ہدایت کی گئی۔ شہریوں نے اس اقدام کو سراہا ہے اور امید ظاہر کی ہے کہ مسائل جلد حل ہوں گے۔ ہمارے معاشرے میں عوامی مسائل کے حل کیلئے حکومت کی جانب سے اقدامات کئے جارہے ہیں، ضلعی انتظامیہ نے شہریوں کو بنیادی سہولیات کی فراہمی یقینی بنانے کیلئے ہدایات جاری کر دیں اور متعلقہ محکموں کو فوری کارروائی کا حکم دیا گیا ہے۔ اجلاس میں ترقیاتی منصوبوں کی رفتار کا جائزہ لیا گیا اور بروقت تکمیل کیلئے سختی سے ہدایت کی گئی۔ شہریوں نے اس اقدام کو سراہا ہے اور امید ظاہر کی ہے کہ مسائل جلد حل ہوں گے۔ ہمارے معاشرے میں عوامی مسائل کے حل کیلئے حکومت کی جانب سے اقدامات کئے جارہے ہیں، ضلعی انتظامیہ نے شہریوں کو بنیادی سہولیات کی فراہمی یقینی بنانے کیلئے ہدایات جاری کر دیں اور متعلقہ محکموں کو فوری کارروائی کا حکم دیا گیا ہے۔ اجلاس میں ترقیاتی منصوبوں کی رفتار کا جائزہ لیا گیا اور بروقت تکمیل کیلئے سختی سے ہدایت کی گئی۔ شہریوں نے اس اقدام کو سراہا ہے اور امید [20,1146,173,1415]
news-item-header [842,1398,1012,1413]
star-ornament-icon: ★ [1337,126,1347,139]
news-item-body: ہمارے معاشرے میں عوامی مسائل کے حل کیلئے حکومت کی جانب سے اقدامات کئے جارہے ہیں، ضلعی انتظامیہ نے شہریوں کو بنیادی سہولیات کی فراہمی یقینی بنانے کیلئے ہدایات جاری کر دیں اور متعلقہ محکموں کو فوری کارروائی کا حکم دیا گیا ہے۔ اجلاس میں ترقیاتی منصوبوں [354,1151,509,1209]
star-ornament-icon: ★ [1337,1798,1347,1811]
section-brand-label: —— سیاست —— [1020,1361,1176,1374]
star-ornament-icon: ★ [3,126,13,139]
section-brand-label: —— سیاست —— [685,1598,834,1611]
news-item-body: ہمارے معاشرے میں عوامی مسائل کے حل کیلئے حکومت کی جانب سے اقدامات کئے جارہے ہیں، ضلعی انتظامیہ نے شہریوں کو بنیادی سہولیات کی فراہمی یقینی بنانے کیلئے ہدایات جاری کر دیں اور متعلقہ محکموں کو فوری کارروائی کا حکم دیا گیا ہے۔ اجلاس میں ترقیاتی منصوبوں کی رفتار کا جائزہ لیا گیا اور بروقت تکمیل کیلئے سختی سے ہدایت کی گئی۔ شہریوں نے اس اقدام کو سراہا ہے اور امید ظاہر کی ہے کہ مسائل جلد حل ہوں گے۔ [354,958,509,1054]
news-item-body: ہمارے معاشرے میں عوامی مسائل کے حل کیلئے حکومت کی جانب سے اقدامات کئے جارہے ہیں، ضلعی انتظامیہ نے شہریوں کو بنیادی سہولیات کی فراہمی یقینی بنانے کیلئے ہدایات جاری کر دیں اور متعلقہ محکموں کو فوری کارروائی کا حکم دیا گیا ہے۔ اجلاس میں ترقیاتی منصوبوں کی رفتار کا جائزہ لیا گیا اور بروقت تکمیل کیلئے سختی سے ہدایت کی گئی۔ شہریوں نے اس اقدام کو سراہا ہے اور امید ظاہر کی ہے کہ مسائل جلد حل ہوں گے۔ ہمارے معاشرے میں عوامی مسائل کے حل کیلئے حکومت کی جانب سے اقدامات کئے جارہے ہیں، ضلعی انتظامیہ نے شہریوں کو بنیادی سہولیات کی فراہمی یقینی بنانے کیلئے ہدایات جاری کر دیں اور متعلقہ محکموں کو فوری کارروائی کا حکم دیا گیا ہے۔ اجلاس میں ترقیاتی منصوبوں کی رفتار کا جائزہ لیا گیا اور بروقت تکمیل کیلئے سختی سے ہدایت کی گئی۔ شہریوں نے اس اقدام کو سراہا ہے اور امید ظاہر کی ہے کہ مسائل جلد حل ہوں گے۔ ہمارے معاشرے میں عوامی مسائل کے حل کیلئے حکومت کی جانب سے اقدامات کئے جارہے ہیں، ضلعی انتظامیہ نے [180,894,347,1086]
news-item-body: ہمارے معاشرے میں عوامی مسائل کے حل کیلئے حکومت کی جانب سے اقدامات کئے جارہے ہیں، ضلعی انتظامیہ نے شہریوں کو بنیادی سہولیات کی فراہمی یقینی بنانے کیلئے ہدایات جاری کر دیں اور متعلقہ محکموں کو فوری کارروائی کا حکم دیا گیا ہے۔ اجلاس میں ترقیاتی منصوبوں کی رفتار کا جائزہ لیا گیا اور بروقت تکمیل کیلئے سختی سے ہدایت کی گئی۔ شہریوں نے اس [684,221,835,298]
news-item-number: 69 [181,878,200,891]
news-item-number: 32 [685,998,704,1011]
news-item-header [180,338,347,353]
bottom-border-bar [0,2168,1350,2191]
section-brand-label: —— سیاست —— [355,186,508,199]
news-item [516,649,677,800]
star-ornament-icon: ★ [3,1270,13,1283]
news-item-header [1184,1493,1333,1508]
section-brand-label: —— سیاست —— [1185,685,1332,698]
news-item-header [516,243,677,258]
news-item-body: ہمارے معاشرے میں عوامی مسائل کے حل کیلئے حکومت کی جانب سے اقدامات کئے جارہے ہیں، ضلعی انتظامیہ نے شہریوں کو بنیادی سہولیات کی فراہمی یقینی بنانے کیلئے ہدایات جاری کر دیں اور متعلقہ محکموں کو فوری کارروائی کا حکم دیا گیا ہے۔ اجلاس میں ترقیاتی منصوبوں [354,454,509,512]
news-item [354,244,509,357]
news-item-number: 26 [685,302,704,315]
news-item-body: ہمارے معاشرے میں عوامی مسائل کے حل کیلئے حکومت کی جانب سے اقدامات کئے جارہے ہیں، ضلعی انتظامیہ نے شہریوں کو بنیادی سہولیات کی فراہمی یقینی بنانے کیلئے ہدایات جاری کر دیں اور متعلقہ محکموں کو فوری کارروائی کا حکم دیا گیا ہے۔ اجلاس میں ترقیاتی منصوبوں کی رفتار کا جائزہ لیا گیا اور بروقت تکمیل کیلئے سختی سے ہدایت کی گئی۔ شہریوں نے اس اقدام کو سراہا ہے اور امید ظاہر کی ہے کہ مسائل جلد حل ہوں گے۔ [354,260,509,357]
news-item [354,185,509,240]
masthead-urdu-title: روزنامہ ”سیاست“ مظفرآباد، میرپور، کراچی ۱۹ ستمبر 2025ء [987,3,1344,19]
news-item-header [20,30,173,45]
news-item-number: 64 [355,1058,374,1071]
news-item [1184,1224,1333,1491]
news-item-number: 34 [685,1211,704,1224]
star-ornament-icon: ★ [860,2173,871,2187]
star-ornament-icon: ★ [1337,1446,1347,1459]
news-item-body: ہمارے معاشرے میں عوامی مسائل کے حل کیلئے حکومت کی جانب سے اقدامات کئے جارہے ہیں، ضلعی انتظامیہ نے شہریوں کو بنیادی سہولیات کی فراہمی یقینی بنانے کیلئے ہدایات جاری کر دیں اور متعلقہ محکموں کو فوری کارروائی کا حکم دیا گیا ہے۔ اجلاس میں ترقیاتی منصوبوں کی رفتار کا جائزہ لیا گیا اور بروقت تکمیل کیلئے سختی سے ہدایت کی گئی۔ شہریوں نے اس اقدام کو سراہا ہے اور امید ظاہر کی ہے کہ مسائل جلد حل ہوں گے۔ ہمارے معاشرے میں عوامی مسائل کے حل کیلئے حکومت کی جانب سے اقدامات کئے جارہے ہیں، ضلعی انتظامیہ نے شہریوں کو بنیادی سہولیات کی فراہمی یقینی بنانے کیلئے ہدایات جاری کر دیں اور متعلقہ [20,837,173,972]
section-brand-label: —— سیاست —— [685,206,834,219]
right-border-strip [1336,26,1350,2166]
news-item-number: 24 [685,109,704,122]
news-item-body: ہمارے معاشرے میں عوامی مسائل کے حل کیلئے حکومت کی جانب سے اقدامات کئے جارہے ہیں، ضلعی انتظامیہ نے شہریوں کو بنیادی سہولیات کی فراہمی یقینی بنانے کیلئے ہدایات جاری کر دیں اور متعلقہ محکموں کو فوری کارروائی کا حکم دیا گیا ہے۔ اجلاس میں ترقیاتی منصوبوں کی رفتار کا جائزہ لیا گیا اور بروقت تکمیل کیلئے سختی سے ہدایت کی گئی۔ شہریوں نے اس اقدام کو سراہا ہے اور امید ظاہر کی ہے کہ مسائل جلد حل ہوں گے۔ [516,917,677,1013]
news-item-number: 50 [517,1326,536,1339]
news-item [20,30,173,220]
news-item-header [516,1325,677,1340]
news-item-header [684,108,835,123]
news-item [842,550,1012,759]
news-item-header [684,1326,835,1341]
news-item-header [516,1267,677,1282]
news-item-number: 9 [1020,166,1032,179]
star-ornament-icon: ★ [1337,2062,1347,2075]
section-brand-label: —— سیاست —— [355,245,508,258]
star-ornament-icon: ★ [1337,1534,1347,1547]
news-item-body: ہمارے معاشرے میں عوامی مسائل کے حل کیلئے حکومت کی جانب سے اقدامات کئے جارہے ہیں، ضلعی انتظامیہ نے شہریوں کو بنیادی سہولیات کی فراہمی یقینی بنانے کیلئے ہدایات جاری کر دیں اور متعلقہ محکموں کو فوری کارروائی کا حکم دیا گیا ہے۔ اجلاس میں ترقیاتی منصوبوں کی رفتار کا جائزہ لیا گیا اور بروقت تکمیل کیلئے سختی سے ہدایت کی گئی۔ شہریوں نے اس اقدام کو سراہا ہے اور امید ظاہر کی ہے کہ مسائل جلد حل ہوں گے۔ [684,704,835,801]
star-ornament-icon: ★ [1337,1182,1347,1195]
news-item [516,359,677,414]
section-brand-label: —— سیاست —— [685,689,834,702]
news-item [354,437,509,512]
news-item-number: 56 [355,361,374,374]
news-item-number: 73 [21,686,40,699]
news-item-number: 14 [1020,1361,1039,1374]
section-brand-label: —— سیاست —— [517,147,676,160]
section-brand-label: —— سیاست —— [843,1399,1011,1412]
section-brand-label: —— سیاست —— [685,302,834,315]
news-item-body: ہمارے معاشرے میں عوامی مسائل کے حل کیلئے حکومت کی جانب سے اقدامات کئے جارہے ہیں، ضلعی انتظامیہ نے شہریوں کو بنیادی سہولیات کی فراہمی یقینی بنانے کیلئے ہدایات جاری کر دیں اور متعلقہ محکموں کو فوری کارروائی کا حکم دیا گیا ہے۔ اجلاس میں ترقیاتی منصوبوں کی رفتار کا جائزہ لیا گیا اور بروقت تکمیل کیلئے سختی سے ہدایت کی گئی۔ شہریوں نے اس اقدام کو سراہا ہے اور امید ظاہر کی ہے کہ مسائل جلد حل ہوں گے۔ ہمارے معاشرے میں عوامی مسائل کے حل کیلئے حکومت کی جانب سے اقدامات کئے جارہے ہیں، ضلعی انتظامیہ نے شہریوں کو بنیادی سہولیات کی فراہمی یقینی بنانے کیلئے ہدایات جاری کر دیں اور متعلقہ محکموں کو فوری کارروائی کا حکم دیا گیا ہے۔ اجلاس میں ترقیاتی منصوبوں کی رفتار کا جائزہ لیا گیا اور بروقت تکمیل کیلئے سختی سے ہدایت کی گئی۔ شہریوں نے اس اقدام کو سراہا ہے اور امید ظاہر کی ہے کہ مسائل جلد حل ہوں گے۔ ہمارے معاشرے میں عوامی مسائل کے حل کیلئے حکومت کی جانب سے اقدامات کئے جارہے ہیں، ضلعی انتظامیہ نے شہریوں کو بنیادی سہولیات کی فراہمی یقینی بنانے کیلئے ہدایات جاری کر دیں اور متعلقہ محکموں کو فوری کارروائی کا حکم دیا گیا ہے۔ اجلاس میں ترقیاتی منصوبوں کی رفتار کا جائزہ لیا گیا اور بروقت تکمیل کیلئے سختی سے ہدایت کی گئی۔ شہریوں نے اس اقدام کو سراہا ہے اور امید ظاہر کی ہے کہ مسائل جلد حل ہوں گے۔ ہمارے معاشرے میں عوامی مسائل کے حل کیلئے حکومت کی جانب سے اقدامات کئے جارہے ہیں، ضلعی انتظامیہ نے شہریوں کو بنیادی سہولیات کی فراہمی یقینی بنانے کیلئے ہدایات جاری کر دیں اور متعلقہ [1184,47,1333,373]
notice-case-label: مسل نمبر [108,1810,150,1821]
star-ornament-icon: ★ [3,1446,13,1459]
news-item-body: ہمارے معاشرے میں عوامی مسائل کے حل کیلئے حکومت کی جانب سے اقدامات کئے جارہے ہیں، ضلعی انتظامیہ نے شہریوں کو بنیادی سہولیات کی فراہمی یقینی بنانے کیلئے ہدایات جاری کر دیں اور متعلقہ محکموں کو فوری کارروائی کا حکم دیا گیا ہے۔ اجلاس میں ترقیاتی منصوبوں [354,531,509,589]
star-ornament-icon: ★ [1337,302,1347,315]
section-brand-label: —— سیاست —— [843,358,1011,371]
star-ornament-icon: ★ [3,1798,13,1811]
section-brand-label: —— سیاست —— [181,339,346,352]
news-item-header [354,185,509,200]
star-ornament-icon: ★ [1337,742,1347,755]
news-item-number: 19 [843,763,862,776]
news-item-number: 44 [517,515,536,528]
news-item [684,997,835,1091]
news-item-header [354,437,509,452]
news-item-body: ہمارے معاشرے میں عوامی مسائل کے حل کیلئے حکومت کی جانب سے اقدامات کئے جارہے ہیں، ضلعی انتظامیہ نے شہریوں کو بنیادی سہولیات کی فراہمی یقینی بنانے کیلئے ہدایات جاری کر دیں اور متعلقہ محکموں کو فوری کارروائی کا حکم دیا گیا ہے۔ اجلاس میں ترقیاتی منصوبوں کی رفتار کا جائزہ لیا گیا اور بروقت تکمیل کیلئے سختی سے ہدایت کی گئی۔ شہریوں نے اس اقدام کو سراہا ہے اور امید ظاہر کی ہے کہ مسائل جلد حل ہوں گے۔ ہمارے معاشرے میں عوامی مسائل کے حل کیلئے حکومت کی جانب سے اقدامات کئے جارہے ہیں، ضلعی انتظامیہ نے شہریوں کو بنیادی سہولیات کی فراہمی یقینی بنانے کیلئے ہدایات جاری کر دیں اور متعلقہ محکموں کو فوری کارروائی کا حکم دیا گیا ہے۔ اجلاس میں ترقیاتی منصوبوں کی رفتار کا جائزہ لیا گیا اور بروقت تکمیل کیلئے سختی سے ہدایت کی گئی۔ شہریوں نے اس اقدام کو سراہا ہے اور امید ظاہر کی ہے کہ مسائل جلد حل ہوں گے۔ ہمارے معاشرے میں عوامی مسائل کے حل کیلئے حکومت کی جانب سے اقدامات کئے جارہے ہیں، ضلعی انتظامیہ نے شہریوں کو بنیادی [842,1203,1012,1395]
news-item-header [842,1186,1012,1201]
star-ornament-icon: ★ [1337,1974,1347,1987]
news-item-number: 38 [685,1598,704,1611]
news-item-header [684,688,835,703]
news-item [516,1267,677,1322]
news-item-number: 48 [517,1017,536,1030]
news-item-body: ہمارے معاشرے میں عوامی مسائل کے حل کیلئے حکومت کی جانب سے اقدامات کئے جارہے ہیں، ضلعی انتظامیہ نے شہریوں کو بنیادی سہولیات کی فراہمی یقینی بنانے کیلئے ہدایات جاری کر دیں اور متعلقہ محکموں کو فوری کارروائی کا حکم دیا گیا ہے۔ اجلاس میں ترقیاتی منصوبوں کی رفتار کا جائزہ لیا گیا اور بروقت تکمیل کیلئے سختی سے ہدایت کی گئی۔ شہریوں نے اس اقدام کو سراہا ہے اور امید ظاہر کی ہے کہ مسائل جلد حل ہوں گے۔ ہمارے معاشرے میں عوامی مسائل کے حل کیلئے حکومت کی جانب سے اقدامات کئے جارہے ہیں، ضلعی انتظامیہ نے شہریوں کو بنیادی سہولیات کی فراہمی یقینی بنانے کیلئے ہدایات جاری کر دیں اور متعلقہ محکموں کو فوری کارروائی کا حکم دیا گیا ہے۔ اجلاس میں ترقیاتی منصوبوں کی رفتار کا جائزہ لیا گیا اور بروقت تکمیل کیلئے سختی سے ہدایت کی گئی۔ شہریوں نے اس اقدام کو سراہا ہے اور امید ظاہر کی ہے کہ مسائل جلد حل ہوں گے۔ ہمارے معاشرے میں عوامی مسائل کے حل کیلئے حکومت کی جانب سے اقدامات کئے جارہے ہیں، ضلعی انتظامیہ نے شہریوں کو بنیادی سہولیات کی فراہمی یقینی بنانے کیلئے ہدایات جاری کر دیں اور متعلقہ محکموں کو فوری کارروائی کا حکم دیا گیا ہے۔ اجلاس میں ترقیاتی منصوبوں کی رفتار کا جائزہ لیا گیا اور بروقت تکمیل کیلئے سختی سے ہدایت کی گئی۔ شہریوں نے اس اقدام کو سراہا ہے اور امید ظاہر کی ہے کہ مسائل جلد حل ہوں گے۔ ہمارے معاشرے میں عوامی مسائل کے حل کیلئے حکومت کی جانب سے اقدامات کئے جارہے ہیں، ضلعی انتظامیہ نے شہریوں کو بنیادی سہولیات کی فراہمی یقینی بنانے [180,586,347,874]
news-item-number: 68 [181,570,200,583]
news-item [354,709,509,841]
section-brand-label: —— سیاست —— [517,1326,676,1339]
news-item [354,941,509,1054]
news-item-header [1184,1224,1333,1239]
news-item-header [1184,684,1333,699]
news-item-header [516,1016,677,1031]
news-item-header [1019,165,1177,180]
news-item-header [354,593,509,608]
news-item-number: 40 [517,147,536,160]
news-item [354,844,509,938]
news-item-body: ہمارے معاشرے میں عوامی مسائل کے حل کیلئے حکومت کی جانب سے اقدامات کئے جارہے ہیں، ضلعی انتظامیہ نے شہریوں کو بنیادی سہولیات کی فراہمی یقینی بنانے کیلئے ہدایات جاری کر دیں اور متعلقہ محکموں کو فوری کارروائی کا حکم دیا گیا ہے۔ اجلاس میں ترقیاتی منصوبوں کی رفتار کا جائزہ لیا گیا اور بروقت تکمیل کیلئے سختی سے ہدایت کی گئی۔ شہریوں نے اس اقدام کو سراہا ہے اور امید ظاہر کی ہے کہ مسائل جلد حل ہوں گے۔ [684,1227,835,1323]
section-brand-label: —— سیاست —— [517,650,676,663]
news-item [1184,1493,1333,1721]
news-item-header [20,223,173,238]
news-item-body: ہمارے معاشرے میں عوامی مسائل کے حل کیلئے حکومت کی جانب سے اقدامات کئے جارہے ہیں، ضلعی انتظامیہ نے شہریوں کو بنیادی سہولیات کی فراہمی یقینی بنانے کیلئے ہدایات جاری کر [354,202,509,241]
news-item-header [1019,936,1177,951]
news-item [354,593,509,648]
news-item-body: ہمارے معاشرے میں عوامی مسائل کے حل کیلئے حکومت کی جانب سے اقدامات کئے جارہے ہیں، ضلعی انتظامیہ نے شہریوں کو بنیادی سہولیات کی فراہمی یقینی بنانے کیلئے ہدایات جاری کر دیں اور متعلقہ محکموں کو فوری کارروائی کا حکم دیا گیا ہے۔ اجلاس میں ترقیاتی منصوبوں کی رفتار کا جائزہ لیا گیا اور بروقت تکمیل کیلئے سختی سے ہدایت کی گئی۔ شہریوں نے اس اقدام کو سراہا [516,163,677,240]
section-brand-label: —— سیاست —— [685,805,834,818]
masthead [0,0,1350,24]
news-item [354,108,509,183]
news-item-number: 43 [517,418,536,431]
star-ornament-icon: ★ [3,1710,13,1723]
news-item-header [20,820,173,835]
news-item-number: 35 [685,1327,704,1340]
news-item [684,1481,835,1594]
news-item [1019,1629,1177,1838]
news-item-header [354,244,509,259]
news-item-header [20,1130,173,1145]
section-brand-label: —— سیاست —— [685,1095,834,1108]
news-item-header [684,997,835,1012]
news-item [684,301,835,433]
star-ornament-icon: ★ [3,478,13,491]
section-brand-label: —— سیاست —— [685,1211,834,1224]
news-item-body: ہمارے معاشرے میں عوامی مسائل کے حل کیلئے حکومت کی جانب سے اقدامات کئے جارہے ہیں، ضلعی انتظامیہ نے شہریوں کو بنیادی سہولیات کی فراہمی یقینی بنانے کیلئے ہدایات جاری کر دیں اور متعلقہ محکموں کو فوری کارروائی کا حکم دیا گیا ہے۔ اجلاس میں ترقیاتی منصوبوں کی رفتار کا جائزہ لیا گیا اور بروقت تکمیل کیلئے سختی سے ہدایت کی گئی۔ شہریوں نے اس اقدام کو سراہا ہے اور امید ظاہر کی ہے کہ مسائل جلد حل ہوں گے۔ ہمارے معاشرے میں عوامی مسائل کے حل کیلئے حکومت کی جانب سے اقدامات کئے جارہے ہیں، ضلعی انتظامیہ نے شہریوں کو بنیادی سہولیات کی فراہمی یقینی بنانے کیلئے ہدایات جاری کر دیں اور متعلقہ محکموں کو فوری [516,666,677,801]
news-item-header [354,709,509,724]
notice-date: 18.07.2025 [21,1810,72,1821]
news-item-number: 75 [21,976,40,989]
star-ornament-icon: ★ [1337,478,1347,491]
news-item-header [354,941,509,956]
section-brand-label: —— سیاست —— [685,534,834,547]
section-brand-label: —— سیاست —— [685,109,834,122]
news-item-header [354,1057,509,1072]
news-item [180,338,347,566]
news-item-body: ہمارے معاشرے میں عوامی مسائل کے حل کیلئے حکومت کی جانب سے اقدامات کئے جارہے ہیں، ضلعی انتظامیہ نے شہریوں کو بنیادی سہولیات کی فراہمی یقینی بنانے کیلئے ہدایات جاری کر دیں اور متعلقہ محکموں کو فوری کارروائی کا حکم دیا گیا ہے۔ اجلاس میں ترقیاتی منصوبوں کی رفتار کا جائزہ لیا گیا اور بروقت تکمیل کیلئے سختی سے ہدایت کی گئی۔ شہریوں نے اس [684,124,835,201]
news-item-header [20,975,173,990]
news-item-body: ہمارے معاشرے میں عوامی مسائل کے حل کیلئے حکومت کی جانب سے اقدامات کئے جارہے ہیں، ضلعی انتظامیہ نے شہریوں کو بنیادی سہولیات کی فراہمی یقینی بنانے کیلئے ہدایات جاری کر دیں اور متعلقہ محکموں کو فوری کارروائی کا حکم دیا گیا ہے۔ اجلاس میں ترقیاتی منصوبوں کی رفتار کا جائزہ لیا گیا اور بروقت تکمیل کیلئے سختی سے ہدایت کی گئی۔ شہریوں نے اس اقدام کو سراہا ہے اور امید ظاہر کی ہے کہ مسائل جلد حل ہوں گے۔ ہمارے معاشرے میں عوامی مسائل کے حل کیلئے حکومت کی جانب سے اقدامات کئے جارہے ہیں، ضلعی انتظامیہ نے [20,702,173,817]
news-item [20,1130,173,1416]
news-item-header [1019,1148,1177,1163]
news-item-body: ہمارے معاشرے میں عوامی مسائل کے حل کیلئے حکومت کی جانب سے اقدامات کئے جارہے ہیں، ضلعی انتظامیہ نے شہریوں کو بنیادی سہولیات کی فراہمی یقینی بنانے کیلئے ہدایات جاری کر دیں اور متعلقہ محکموں کو فوری کارروائی کا حکم دیا گیا ہے۔ اجلاس میں ترقیاتی منصوبوں کی رفتار کا جائزہ لیا گیا اور بروقت تکمیل کیلئے سختی سے ہدایت کی گئی۔ شہریوں نے اس [684,453,835,530]
news-item-header [354,1135,509,1150]
news-item-number: 55 [355,245,374,258]
news-item-number: 12 [1020,937,1039,950]
news-item [516,900,677,1013]
news-item [20,685,173,817]
news-item [842,1398,1012,1588]
news-item-body: ہمارے معاشرے میں عوامی مسائل کے حل کیلئے حکومت کی جانب سے اقدامات کئے جارہے ہیں، ضلعی انتظامیہ نے شہریوں کو بنیادی سہولیات کی فراہمی یقینی بنانے کیلئے ہدایات جاری کر [684,1439,835,1478]
news-item-number: 3 [1185,685,1197,698]
